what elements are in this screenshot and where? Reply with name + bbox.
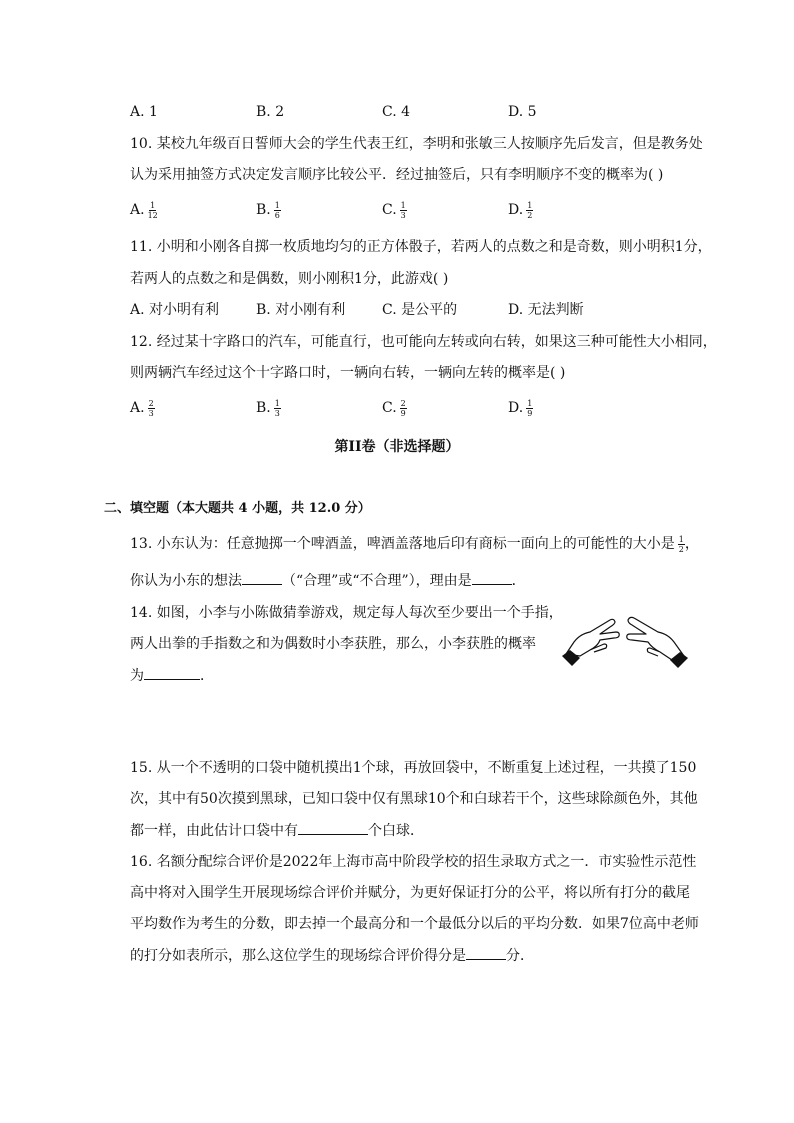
q11-option-a[interactable]: A. 对小明有利 bbox=[130, 302, 220, 318]
q9-option-c[interactable]: C. 4 bbox=[382, 104, 411, 120]
q16-line-3: 平均数作为考生的分数，即去掉一个最高分和一个最低分以后的平均分数．如果7位高中老师 bbox=[130, 916, 699, 932]
q10-options bbox=[130, 199, 730, 221]
q10-option-a[interactable]: A. $\frac{1}{12}$ bbox=[130, 200, 158, 220]
q11-number: 11. bbox=[130, 239, 153, 255]
fraction: $\frac{1}{6}$ bbox=[274, 200, 280, 220]
hands-illustration bbox=[560, 612, 690, 668]
q13-number: 13. bbox=[130, 536, 153, 552]
q13-line-2: 你认为小东的想法 （“合理”或“不合理”），理由是 ． bbox=[130, 570, 526, 591]
answer-blank[interactable] bbox=[472, 570, 512, 585]
fraction: $\frac{1}{9}$ bbox=[527, 398, 533, 418]
fraction: $\frac{2}{3}$ bbox=[148, 398, 154, 418]
answer-blank[interactable] bbox=[466, 945, 506, 960]
part2-heading: 二、填空题（本大题共 4 小题，共 12.0 分） bbox=[104, 501, 371, 516]
section-title: 第II卷（非选择题） bbox=[334, 439, 460, 455]
q14-line-2: 两人出拳的手指数之和为偶数时小李获胜，那么，小李获胜的概率 bbox=[130, 636, 536, 652]
q9-option-b[interactable]: B. 2 bbox=[256, 104, 285, 120]
q15-number: 15. bbox=[130, 760, 153, 776]
fraction: $\frac{1}{3}$ bbox=[400, 200, 406, 220]
q11-option-c[interactable]: C. 是公平的 bbox=[382, 302, 458, 318]
q9-option-a[interactable]: A. 1 bbox=[130, 104, 158, 120]
q15-line-1: 15. 从一个不透明的口袋中随机摸出1个球，再放回袋中，不断重复上述过程，一共摸了150 bbox=[130, 760, 697, 776]
q12-option-a[interactable]: A. $\frac{2}{3}$ bbox=[130, 398, 154, 418]
q16-line-4: 的打分如表所示，那么这位学生的现场综合评价得分是 分． bbox=[130, 945, 534, 966]
q14-line-3: 为 ． bbox=[130, 665, 214, 686]
q11-option-b[interactable]: B. 对小刚有利 bbox=[256, 302, 346, 318]
q10-option-b[interactable]: B. $\frac{1}{6}$ bbox=[256, 200, 280, 220]
q14-number: 14. bbox=[130, 605, 153, 621]
q11-line-2: 若两人的点数之和是偶数，则小刚积1分，此游戏( ) bbox=[130, 271, 449, 287]
q16-number: 16. bbox=[130, 854, 153, 870]
q11-line-1: 11. 小明和小刚各自掷一枚质地均匀的正方体骰子，若两人的点数之和是奇数，则小明积1分， bbox=[130, 239, 712, 255]
q12-number: 12. bbox=[130, 334, 153, 350]
q12-line-2: 则两辆汽车经过这个十字路口时，一辆向右转，一辆向左转的概率是( ) bbox=[130, 365, 566, 381]
q10-line-2: 认为采用抽签方式决定发言顺序比较公平．经过抽签后，只有李明顺序不变的概率为( ) bbox=[130, 167, 664, 183]
q12-option-b[interactable]: B. $\frac{1}{3}$ bbox=[256, 398, 280, 418]
q13-line-1: 13. 小东认为：任意抛掷一个啤酒盖，啤酒盖落地后印有商标一面向上的可能性的大小是 $\frac{1}{2}$ ， bbox=[130, 534, 699, 554]
fraction: $\frac{1}{12}$ bbox=[147, 200, 158, 220]
q14-line-1: 14. 如图，小李与小陈做猜拳游戏，规定每人每次至少要出一个手指， bbox=[130, 605, 563, 621]
q12-options bbox=[130, 397, 730, 419]
q9-options bbox=[130, 101, 730, 123]
fraction: $\frac{1}{2}$ bbox=[527, 200, 533, 220]
q11-options bbox=[130, 299, 730, 321]
q10-option-d[interactable]: D. $\frac{1}{2}$ bbox=[508, 200, 533, 220]
q15-line-2: 次，其中有50次摸到黑球，已知口袋中仅有黑球10个和白球若干个，这些球除颜色外，其他 bbox=[130, 791, 698, 807]
q10-option-c[interactable]: C. $\frac{1}{3}$ bbox=[382, 200, 406, 220]
answer-blank[interactable] bbox=[298, 820, 368, 835]
q12-option-d[interactable]: D. $\frac{1}{9}$ bbox=[508, 398, 533, 418]
q12-option-c[interactable]: C. $\frac{2}{9}$ bbox=[382, 398, 406, 418]
q9-option-d[interactable]: D. 5 bbox=[508, 104, 537, 120]
q11-option-d[interactable]: D. 无法判断 bbox=[508, 302, 584, 318]
q12-line-1: 12. 经过某十字路口的汽车，可能直行，也可能向左转或向右转，如果这三种可能性大小相同， bbox=[130, 334, 717, 350]
fraction: $\frac{2}{9}$ bbox=[400, 398, 406, 418]
answer-blank[interactable] bbox=[242, 570, 282, 585]
q10-line-1: 10. 某校九年级百日誓师大会的学生代表王红，李明和张敏三人按顺序先后发言，但是教务处 bbox=[130, 136, 703, 152]
fraction: $\frac{1}{2}$ bbox=[678, 534, 684, 554]
q15-line-3: 都一样，由此估计口袋中有 个白球． bbox=[130, 820, 424, 841]
q16-line-1: 16. 名额分配综合评价是2022年上海市高中阶段学校的招生录取方式之一．市实验性示范性 bbox=[130, 854, 697, 870]
fraction: $\frac{1}{3}$ bbox=[274, 398, 280, 418]
q16-line-2: 高中将对入围学生开展现场综合评价并赋分，为更好保证打分的公平，将以所有打分的截尾 bbox=[130, 885, 690, 901]
answer-blank[interactable] bbox=[144, 665, 200, 680]
q10-number: 10. bbox=[130, 136, 153, 152]
